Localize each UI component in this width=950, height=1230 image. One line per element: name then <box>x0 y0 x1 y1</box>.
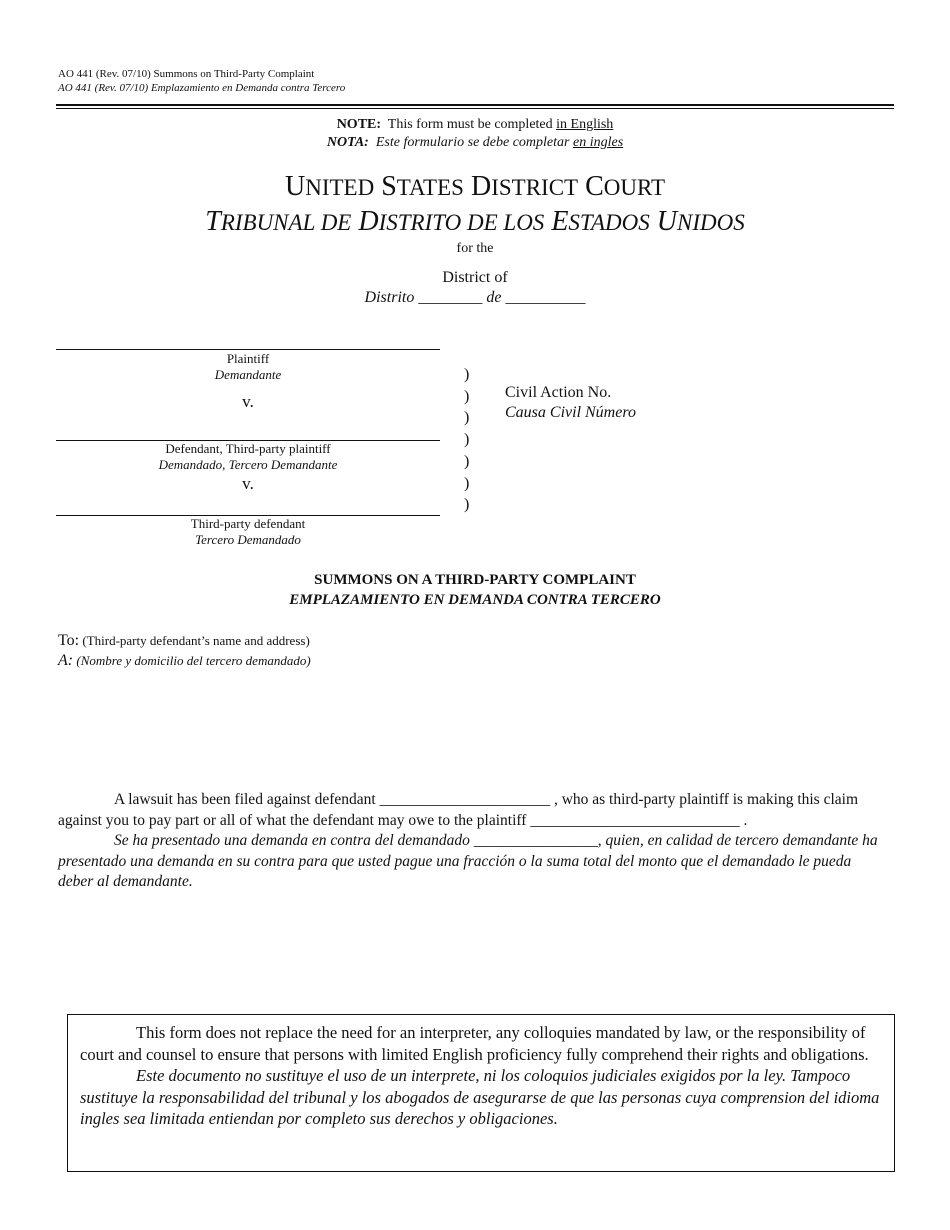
for-the-label: for the <box>456 241 494 256</box>
summons-title-en: SUMMONS ON A THIRD-PARTY COMPLAINT <box>314 572 636 588</box>
recipient-block[interactable] <box>58 631 311 671</box>
district-block <box>0 268 950 308</box>
note-en-label: NOTE: <box>336 117 382 132</box>
plaintiff-name-line[interactable] <box>56 349 440 350</box>
interpreter-disclaimer-box <box>67 1014 895 1172</box>
header-rule-thin <box>56 108 894 109</box>
lawsuit-text-es: Se ha presentado una demanda en contra del demandado ________________, quien, en calidad de tercero demandante ha presentado una demanda en su contra para que usted pague una fracción o la suma total del monto que el demandado le pueda deber al demandante. <box>58 832 878 890</box>
district-es-field[interactable]: Distrito ________ de __________ <box>364 289 586 306</box>
note-es-underlined: en ingles <box>572 135 624 150</box>
summons-title <box>0 570 950 610</box>
disclaimer-en: This form does not replace the need for an interpreter, any colloquies mandated by law, or the responsibility of court and counsel to ensure that persons with limited English proficiency fully comprehend their rights and obligations. <box>80 1023 869 1064</box>
court-title <box>0 170 950 240</box>
civil-action-en: Civil Action No. <box>505 384 612 401</box>
recipient-en: To: (Third-party defendant’s name and address) <box>58 632 310 649</box>
caption-parentheses: ) ) ) ) ) ) ) <box>464 366 470 514</box>
civil-action-number[interactable] <box>505 383 636 423</box>
summons-title-es: EMPLAZAMIENTO EN DEMANDA CONTRA TERCERO <box>289 592 661 608</box>
note-es-text: Este formulario se debe completar <box>375 135 570 150</box>
versus-1: v. <box>242 392 254 411</box>
civil-action-es: Causa Civil Número <box>505 404 636 421</box>
court-title-en: UNITED STATES DISTRICT COURT <box>284 171 665 202</box>
recipient-es: A: (Nombre y domicilio del tercero demandado) <box>58 652 311 669</box>
note-en-underlined: in English <box>556 117 614 132</box>
court-title-es: TRIBUNAL DE DISTRITO DE LOS ESTADOS UNIDOS <box>205 206 745 237</box>
plaintiff-label: Plaintiff Demandante <box>214 351 282 382</box>
defendant-label: Defendant, Third-party plaintiff Demandado, Tercero Demandante <box>158 441 338 472</box>
note-en <box>0 116 950 134</box>
language-note <box>0 116 950 152</box>
third-party-label: Third-party defendant Tercero Demandado <box>190 516 306 547</box>
form-id-es: AO 441 (Rev. 07/10) Emplazamiento en Demanda contra Tercero <box>58 82 346 94</box>
note-es-label: NOTA: <box>326 135 369 150</box>
note-es <box>0 134 950 152</box>
versus-2: v. <box>242 474 254 493</box>
district-en: District of <box>442 269 508 286</box>
form-identifier <box>58 67 345 95</box>
header-rule-thick <box>56 104 894 106</box>
lawsuit-text-en: A lawsuit has been filed against defendant ______________________ , who as third-party plaintiff is making this claim against you to pay part or all of what the defendant may owe to the plaintiff ___________________________ . <box>58 791 859 829</box>
lawsuit-paragraph <box>58 790 888 893</box>
disclaimer-es: Este documento no sustituye el uso de un interprete, ni los coloquios judiciales exigidos por la ley. Tampoco sustituye la responsabilidad del tribunal y los abogados de asegurarse de que las personas cuya comprension del idioma ingles sea limitada entiendan por completo sus derechos y obligaciones. <box>80 1066 880 1128</box>
form-id-en: AO 441 (Rev. 07/10) Summons on Third-Party Complaint <box>58 68 315 80</box>
note-en-text: This form must be completed <box>387 117 553 132</box>
